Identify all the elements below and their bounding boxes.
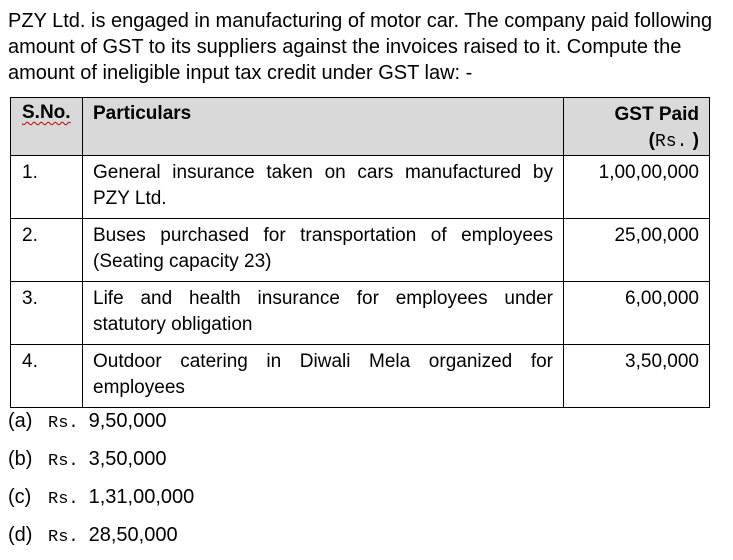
option-label: (d) <box>8 524 33 546</box>
option-value: 28,50,000 <box>88 524 178 546</box>
header-particulars: Particulars <box>83 98 564 156</box>
question-line: amount of ineligible input tax credit under GST law: - <box>8 62 473 84</box>
option-value: 1,31,00,000 <box>88 486 195 508</box>
header-sno: S.No. <box>11 98 83 156</box>
row-particulars: Buses purchased for transportation of employees (Seating capacity 23) <box>83 219 564 282</box>
row-particulars: Life and health insurance for employees under statutory obligation <box>83 282 564 345</box>
option-currency: Rs. <box>48 452 79 471</box>
row-sno: 3. <box>11 282 83 345</box>
option-a[interactable] <box>8 408 194 446</box>
row-sno: 1. <box>11 156 83 219</box>
option-label: (c) <box>8 486 32 508</box>
option-currency: Rs. <box>48 528 79 547</box>
option-currency: Rs. <box>48 490 79 509</box>
row-amount: 25,00,000 <box>564 219 710 282</box>
question-line: amount of GST to its suppliers against the invoices raised to it. Compute the <box>8 36 682 58</box>
row-amount: 6,00,000 <box>564 282 710 345</box>
option-label: (a) <box>8 410 33 432</box>
row-particulars: Outdoor catering in Diwali Mela organized for employees <box>83 345 564 408</box>
table-row <box>11 156 710 219</box>
row-amount: 1,00,00,000 <box>564 156 710 219</box>
table-row <box>11 345 710 408</box>
table-row <box>11 219 710 282</box>
question-line: PZY Ltd. is engaged in manufacturing of motor car. The company paid following <box>8 10 713 32</box>
row-amount: 3,50,000 <box>564 345 710 408</box>
option-d[interactable] <box>8 522 194 560</box>
header-gst-paid-label: GST Paid <box>614 104 699 125</box>
table-header-row <box>11 98 710 156</box>
option-value: 9,50,000 <box>88 410 167 432</box>
gst-table <box>10 97 710 408</box>
option-label: (b) <box>8 448 33 470</box>
table-row <box>11 282 710 345</box>
option-c[interactable] <box>8 484 194 522</box>
header-gst-paid <box>564 98 710 156</box>
option-currency: Rs. <box>48 414 79 433</box>
row-sno: 4. <box>11 345 83 408</box>
option-b[interactable] <box>8 446 194 484</box>
option-value: 3,50,000 <box>88 448 167 470</box>
question-text <box>8 8 715 86</box>
header-currency: (Rs. ) <box>648 130 699 152</box>
row-sno: 2. <box>11 219 83 282</box>
answer-options <box>8 408 194 560</box>
row-particulars: General insurance taken on cars manufactured by PZY Ltd. <box>83 156 564 219</box>
